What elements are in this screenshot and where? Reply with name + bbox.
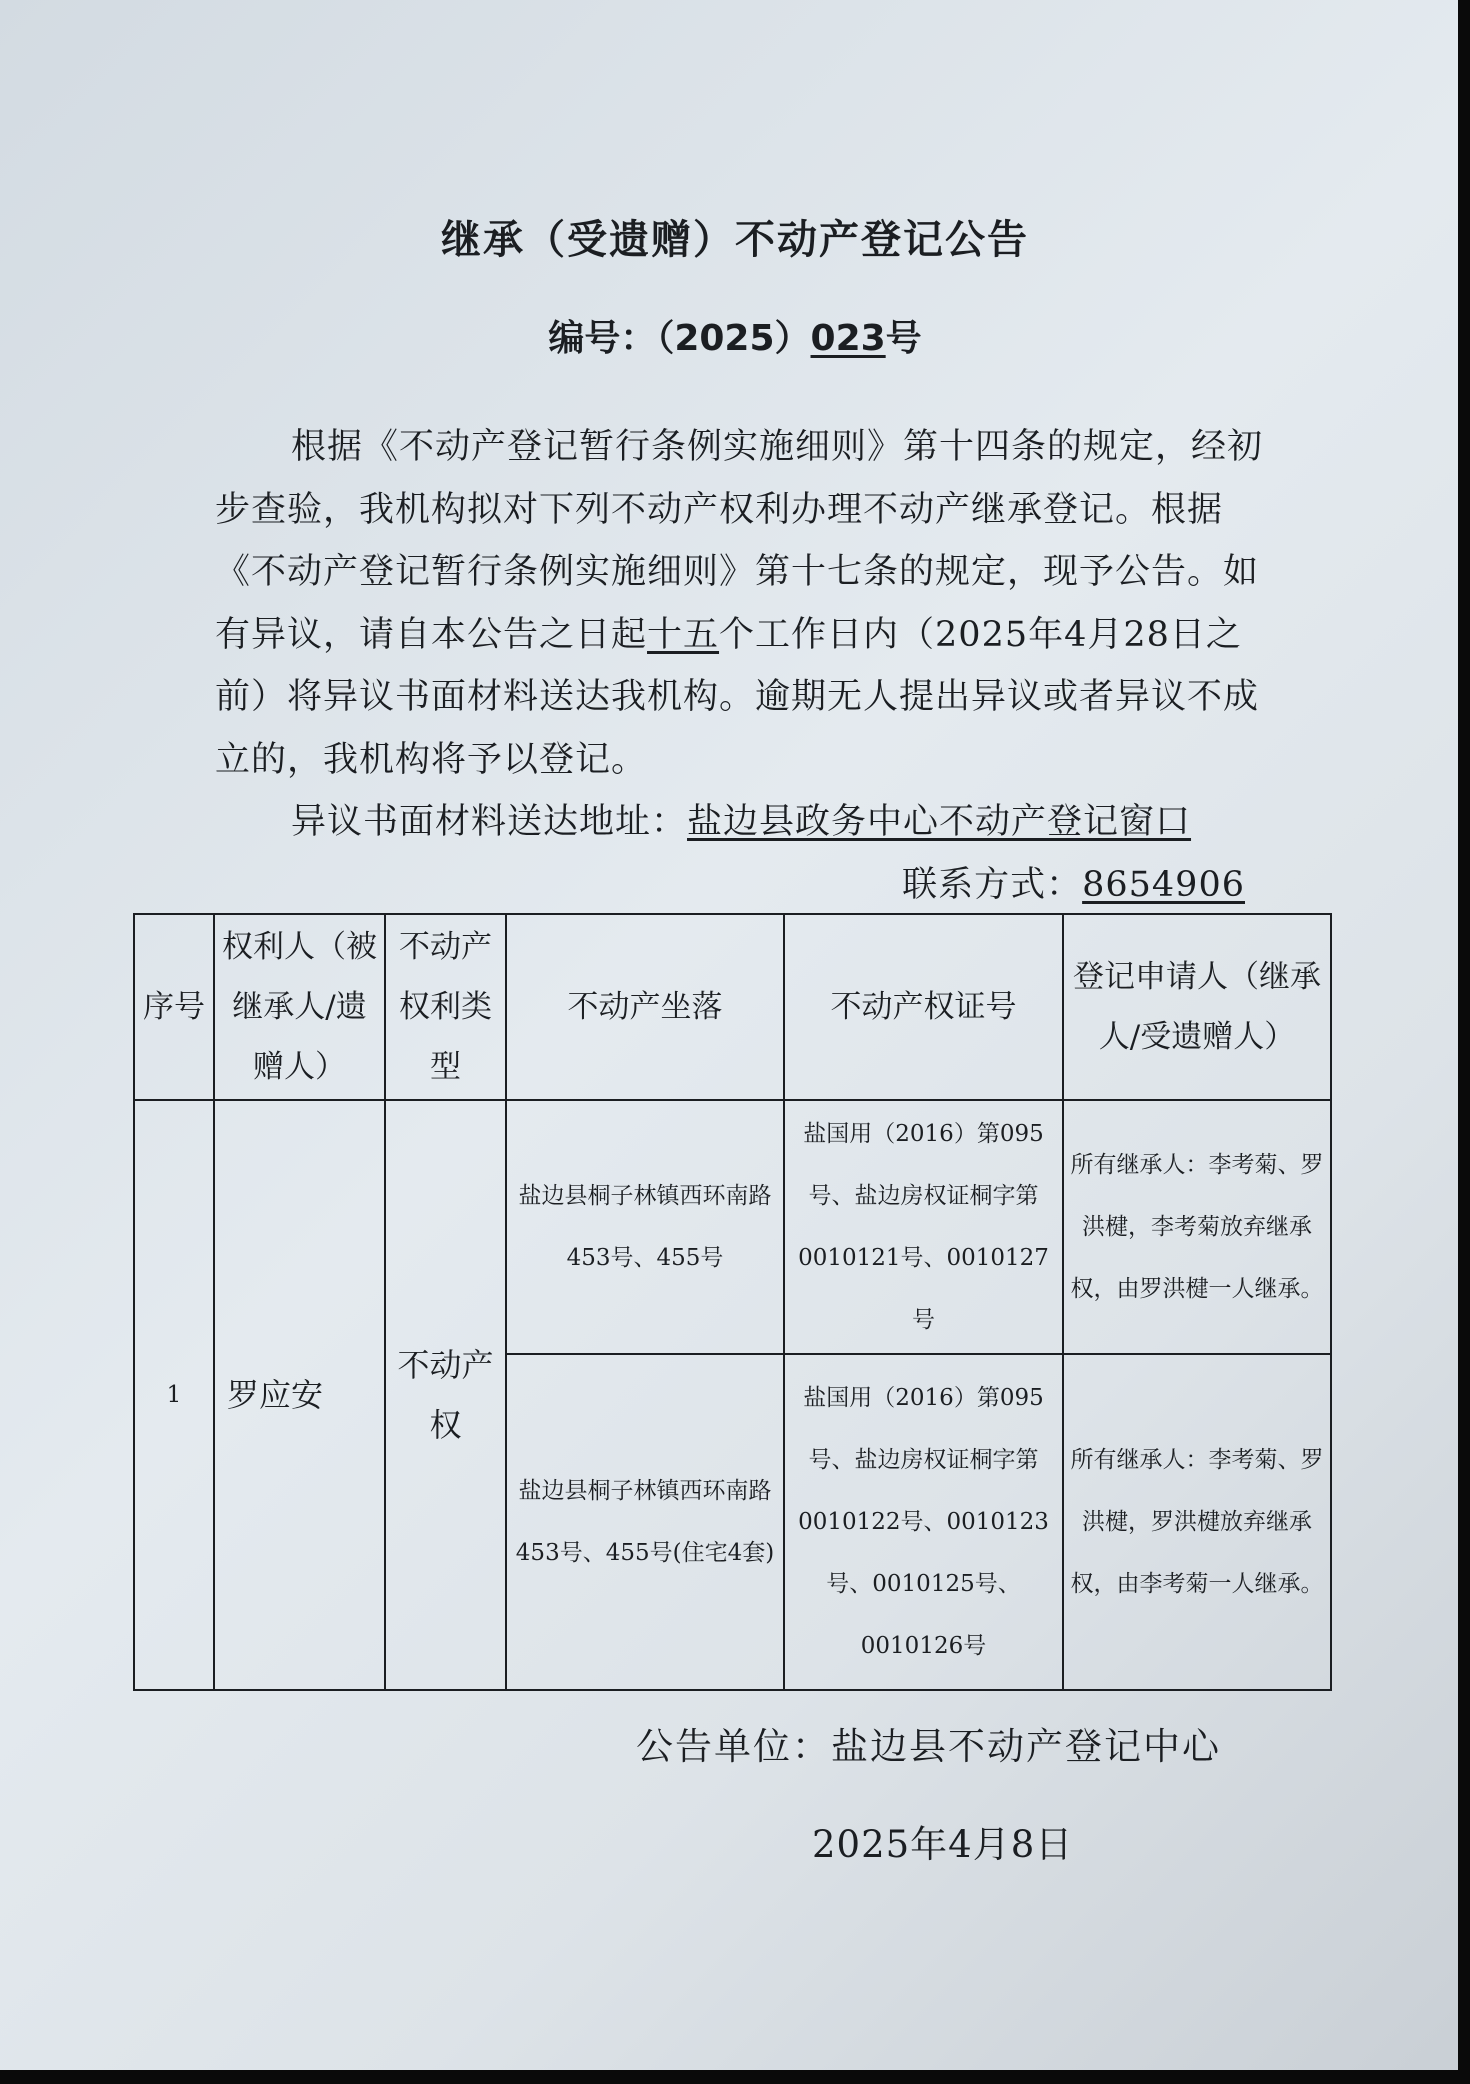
document-number (0, 310, 1470, 361)
cell-applicant: 所有继承人：李考菊、罗洪楗，李考菊放弃继承权，由罗洪楗一人继承。 (1063, 1100, 1331, 1354)
paragraph-text-before: 根据《不动产登记暂行条例实施细则》第十四条的规定，经初步查验，我机构拟对下列不动产权利办理不动产继承登记。根据《不动产登记暂行条例实施细则》第十七条的规定，现予公告。如有异议，请自本公告之日起 (215, 427, 1264, 655)
contact-label: 联系方式： (902, 864, 1083, 905)
header-right-type: 不动产权利类型 (385, 914, 506, 1100)
notice-paragraph (215, 416, 1265, 791)
cell-certificate: 盐国用（2016）第095号、盐边房权证桐字第0010121号、0010127号 (784, 1100, 1063, 1354)
paragraph-text-after: 个工作日内（2025年4月28日之前）将异议书面材料送达我机构。逾期无人提出异议或者异议不成立的，我机构将予以登记。 (215, 614, 1260, 780)
table-header-row (134, 914, 1331, 1100)
table-row (134, 1100, 1331, 1354)
address-value: 盐边县政务中心不动产登记窗口 (687, 802, 1192, 842)
photo-edge-bottom (0, 2070, 1470, 2084)
notice-title: 继承（受遗赠）不动产登记公告 (441, 217, 1029, 263)
header-location: 不动产坐落 (506, 914, 784, 1100)
header-holder: 权利人（被继承人/遗赠人） (214, 914, 385, 1100)
cell-certificate: 盐国用（2016）第095号、盐边房权证桐字第0010122号、0010123号、0010125号、0010126号 (784, 1354, 1063, 1690)
cell-right-type: 不动产权 (385, 1100, 506, 1690)
issuing-unit: 公告单位：盐边县不动产登记中心 (636, 1725, 1221, 1768)
document-number-suffix: 号 (885, 318, 922, 359)
contact-phone: 8654906 (1082, 864, 1245, 905)
document-number-prefix: 编号：（2025） (548, 318, 811, 359)
registration-table (133, 913, 1332, 1691)
objection-days: 十五 (647, 614, 720, 655)
contact-line (215, 854, 1265, 917)
objection-address (215, 791, 1265, 854)
document-number-value: 023 (810, 318, 886, 359)
header-seq: 序号 (134, 914, 214, 1100)
address-label: 异议书面材料送达地址： (291, 802, 688, 842)
cell-seq: 1 (134, 1100, 214, 1690)
cell-location: 盐边县桐子林镇西环南路453号、455号(住宅4套) (506, 1354, 784, 1690)
notice-body (215, 416, 1265, 916)
cell-location: 盐边县桐子林镇西环南路453号、455号 (506, 1100, 784, 1354)
cell-holder: 罗应安 (214, 1100, 385, 1690)
notice-date: 2025年4月8日 (812, 1823, 1074, 1866)
cell-applicant: 所有继承人：李考菊、罗洪楗，罗洪楗放弃继承权，由李考菊一人继承。 (1063, 1354, 1331, 1690)
header-applicant: 登记申请人（继承人/受遗赠人） (1063, 914, 1331, 1100)
header-certificate: 不动产权证号 (784, 914, 1063, 1100)
